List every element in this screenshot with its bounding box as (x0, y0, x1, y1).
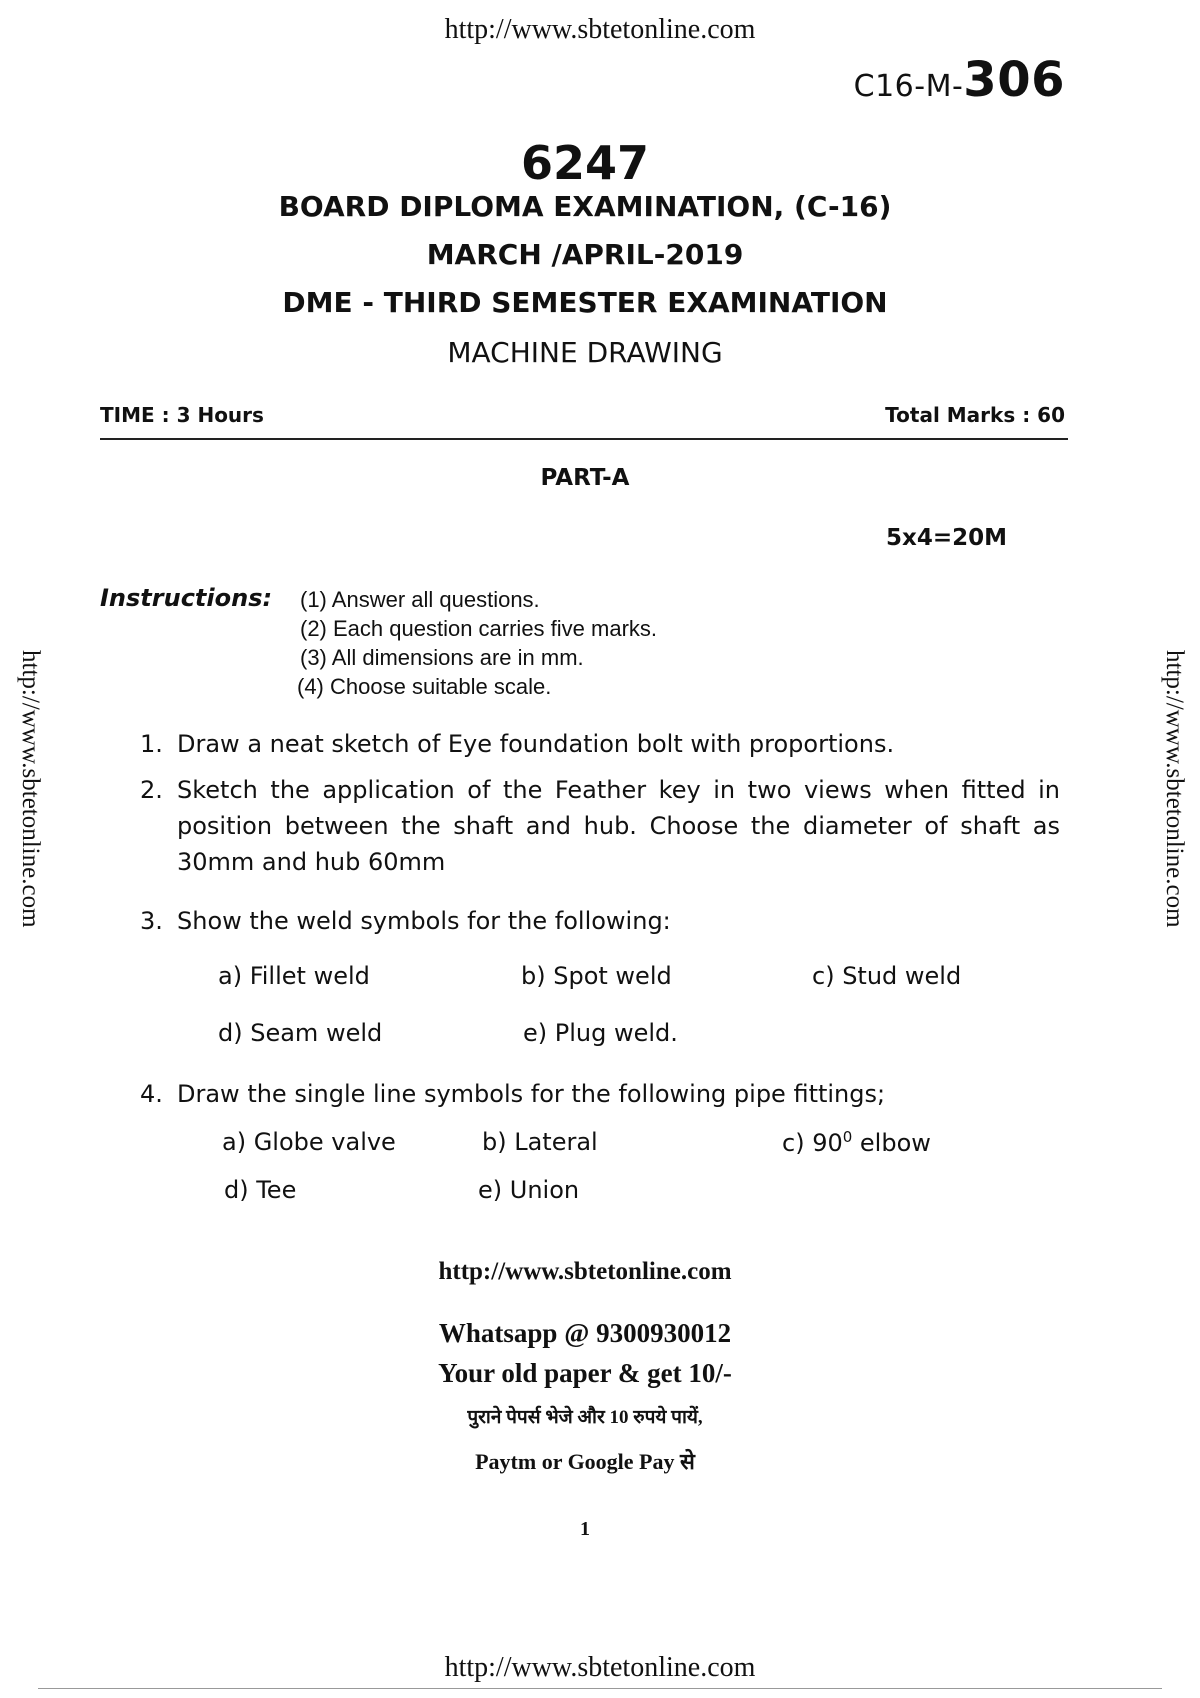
option-text: elbow (852, 1129, 931, 1157)
top-watermark-url: http://www.sbtetonline.com (444, 14, 756, 45)
option-item: b) Spot weld (521, 962, 672, 990)
question-text: Draw a neat sketch of Eye foundation bolt with proportions. (177, 730, 895, 758)
bottom-watermark-url: http://www.sbtetonline.com (444, 1652, 756, 1683)
question-number: 2. (140, 776, 163, 804)
exam-number: 6247 (520, 136, 650, 190)
exam-title: DME - THIRD SEMESTER EXAMINATION (282, 286, 888, 319)
option-item: c) Stud weld (812, 962, 962, 990)
footer-payment: Paytm or Google Pay से (475, 1449, 695, 1474)
paper-code (854, 52, 1065, 108)
question-number: 1. (140, 730, 163, 758)
exam-session: MARCH /APRIL-2019 (426, 238, 744, 271)
option-item (782, 1128, 931, 1157)
question-4 (140, 1076, 1070, 1116)
part-title: PART-A (540, 465, 630, 491)
footer-hindi: पुराने पेपर्स भेजे और 10 रुपये पायें, (467, 1407, 703, 1428)
option-text: c) 90 (782, 1129, 843, 1157)
paper-code-prefix: C16-M- (853, 69, 964, 104)
right-watermark-url: http://www.sbtetonline.com (1161, 650, 1188, 928)
subject-title: MACHINE DRAWING (447, 336, 723, 369)
question-3 (140, 903, 1070, 943)
option-item: e) Plug weld. (523, 1019, 678, 1047)
question-number: 3. (140, 907, 163, 935)
degree-superscript: 0 (842, 1128, 853, 1146)
board-title: BOARD DIPLOMA EXAMINATION, (C-16) (278, 190, 892, 223)
footer-url: http://www.sbtetonline.com (438, 1258, 732, 1285)
option-item: b) Lateral (482, 1128, 598, 1156)
instruction-item: (4) Choose suitable scale. (297, 674, 552, 699)
option-item: a) Globe valve (222, 1128, 396, 1156)
time-allowed: TIME : 3 Hours (100, 403, 264, 427)
header-divider (100, 438, 1068, 440)
option-item: d) Seam weld (218, 1019, 383, 1047)
question-1 (140, 726, 1070, 766)
question-2 (140, 772, 1070, 882)
option-item: e) Union (478, 1176, 580, 1204)
instruction-item: (2) Each question carries five marks. (300, 616, 658, 641)
paper-code-number: 306 (963, 52, 1065, 108)
bottom-divider (38, 1688, 1162, 1689)
question-text: Show the weld symbols for the following: (177, 907, 671, 935)
left-watermark-url: http://www.sbtetonline.com (17, 650, 44, 928)
footer-whatsapp: Whatsapp @ 9300930012 (438, 1318, 732, 1348)
part-marks: 5x4=20M (885, 525, 1007, 551)
question-text: Sketch the application of the Feather key in two views when fitted in position between the shaft and hub. Choose the diameter of shaft as 30mm and hub 60mm (177, 776, 1060, 876)
instruction-item: (3) All dimensions are in mm. (300, 645, 584, 670)
option-item: a) Fillet weld (218, 962, 370, 990)
question-number: 4. (140, 1080, 163, 1108)
total-marks: Total Marks : 60 (885, 403, 1065, 427)
instruction-item: (1) Answer all questions. (300, 587, 540, 612)
question-text: Draw the single line symbols for the following pipe fittings; (177, 1080, 886, 1108)
instructions-label: Instructions: (100, 584, 273, 612)
page-number: 1 (580, 1518, 590, 1540)
footer-offer: Your old paper & get 10/- (438, 1358, 732, 1388)
option-item: d) Tee (224, 1176, 297, 1204)
